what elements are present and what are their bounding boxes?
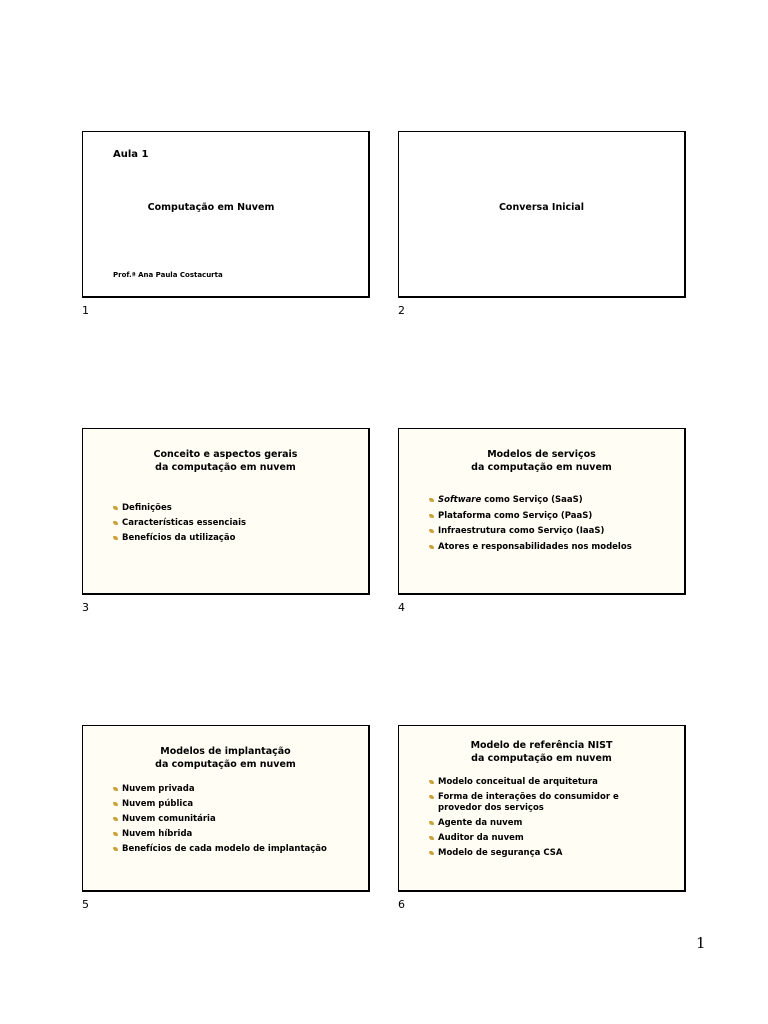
slide-6-title-line-2: da computação em nuvem (471, 753, 612, 764)
slide-6-bullet-list (429, 777, 624, 859)
list-item: Nuvem pública (113, 797, 358, 812)
slide-5-title-line-2: da computação em nuvem (155, 759, 296, 770)
bullet-icon (113, 787, 118, 791)
list-item: Benefícios da utilização (113, 531, 358, 546)
slide-6-number: 6 (398, 898, 405, 911)
list-item: Auditor da nuvem (429, 833, 624, 844)
bullet-icon (113, 802, 118, 806)
bullet-icon (113, 536, 118, 540)
slide-5-bullet-list (113, 782, 358, 857)
list-item: Nuvem híbrida (113, 827, 358, 842)
slide-4-title-line-1: Modelos de serviços (487, 449, 596, 460)
list-item: Software como Serviço (SaaS) (429, 493, 674, 509)
slide-3-number: 3 (82, 601, 89, 614)
slide-3 (82, 428, 370, 595)
slide-6 (398, 725, 686, 892)
list-item: Benefícios de cada modelo de implantação (113, 842, 358, 857)
slide-5-number: 5 (82, 898, 89, 911)
bullet-icon (429, 795, 434, 799)
list-item: Infraestrutura como Serviço (IaaS) (429, 524, 674, 540)
slide-3-bullet-list (113, 501, 358, 546)
bullet-icon (429, 545, 434, 549)
slide-4-title-line-2: da computação em nuvem (471, 462, 612, 473)
bullet-icon (113, 506, 118, 510)
slide-2-title: Conversa Inicial (498, 202, 585, 213)
list-item: Definições (113, 501, 358, 516)
slide-1-title: Computação em Nuvem (147, 202, 275, 213)
bullet-icon (113, 817, 118, 821)
slide-2-number: 2 (398, 304, 405, 317)
bullet-icon (429, 821, 434, 825)
slide-6-title-line-1: Modelo de referência NIST (470, 740, 613, 751)
bullet-icon (429, 780, 434, 784)
list-item: Atores e responsabilidades nos modelos (429, 540, 674, 556)
slide-4-title (399, 448, 684, 474)
slide-1 (82, 131, 370, 298)
slide-1-author: Prof.ª Ana Paula Costacurta (113, 271, 223, 279)
bullet-icon (429, 529, 434, 533)
slide-5-title-line-1: Modelos de implantação (160, 746, 291, 757)
slide-4 (398, 428, 686, 595)
bullet-icon (429, 514, 434, 518)
slide-4-bullet-list (429, 493, 674, 555)
list-item: Características essenciais (113, 516, 358, 531)
list-item: Plataforma como Serviço (PaaS) (429, 509, 674, 525)
slide-4-number: 4 (398, 601, 405, 614)
list-item: Forma de interações do consumidor e provedor dos serviços (429, 792, 624, 814)
slide-3-title-line-1: Conceito e aspectos gerais (153, 449, 298, 460)
slide-6-title (399, 739, 684, 765)
list-item: Modelo conceitual de arquitetura (429, 777, 624, 788)
slide-1-number: 1 (82, 304, 89, 317)
list-item: Modelo de segurança CSA (429, 848, 624, 859)
slide-2 (398, 131, 686, 298)
bullet-icon (429, 498, 434, 502)
slide-1-lesson-label: Aula 1 (113, 149, 149, 160)
bullet-icon (113, 832, 118, 836)
slide-5 (82, 725, 370, 892)
bullet-icon (113, 847, 118, 851)
bullet-icon (429, 851, 434, 855)
bullet-icon (429, 836, 434, 840)
list-item: Nuvem privada (113, 782, 358, 797)
slide-3-title (83, 448, 368, 474)
list-item: Nuvem comunitária (113, 812, 358, 827)
slide-3-title-line-2: da computação em nuvem (155, 462, 296, 473)
bullet-icon (113, 521, 118, 525)
page-number: 1 (696, 934, 706, 952)
list-item: Agente da nuvem (429, 818, 624, 829)
slide-5-title (83, 745, 368, 771)
